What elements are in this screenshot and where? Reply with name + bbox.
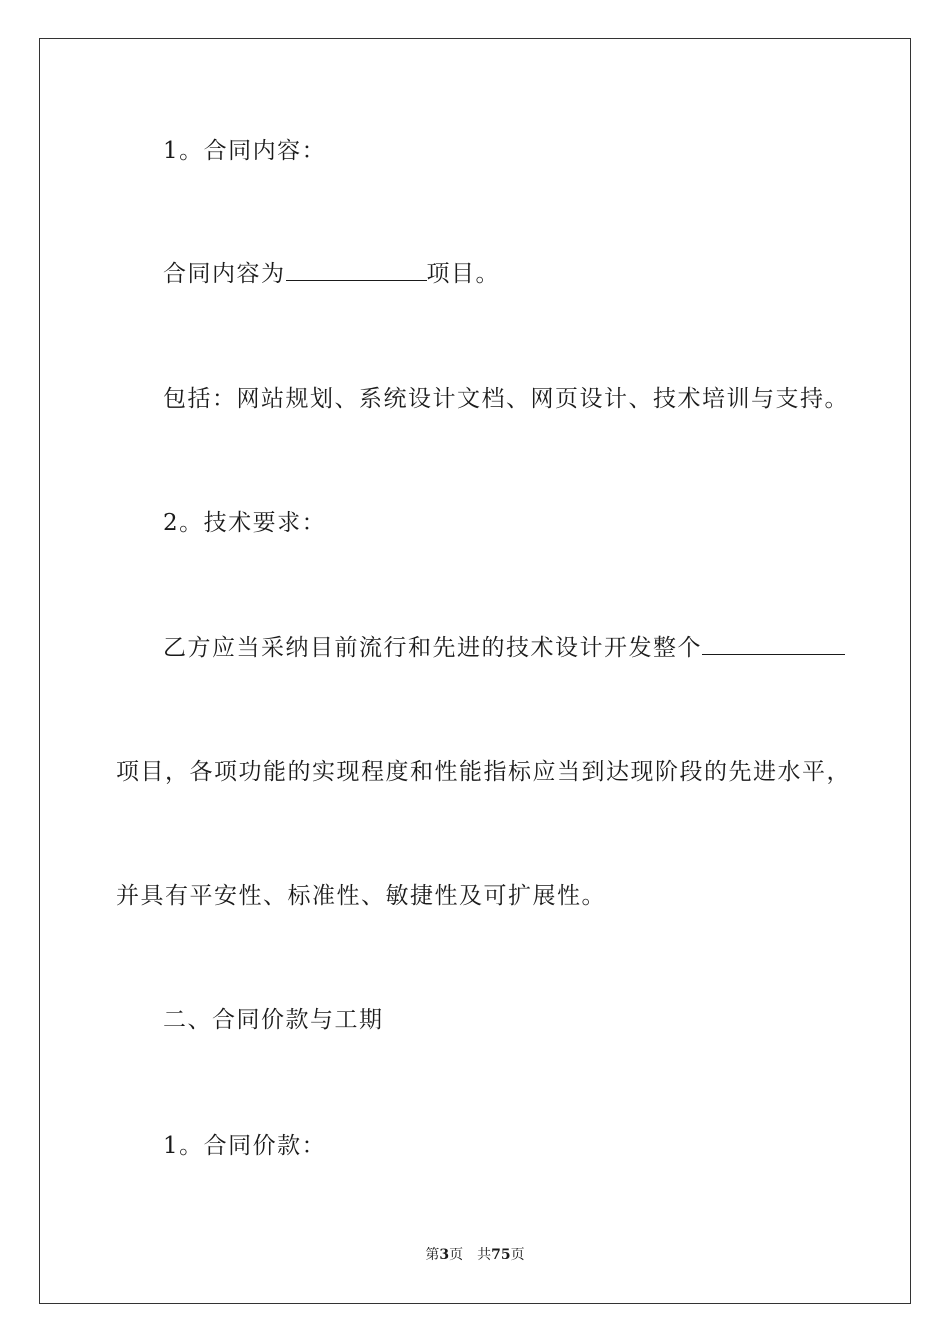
total-suffix: 页 <box>510 1247 525 1263</box>
fill-in-blank-project <box>702 632 845 655</box>
fill-in-blank-project-name <box>286 258 427 281</box>
contract-content-paragraph <box>163 258 500 289</box>
contract-content-suffix: 项目。 <box>426 261 500 287</box>
technical-requirements-line-3: 并具有平安性、标准性、敏捷性及可扩展性。 <box>116 883 606 909</box>
technical-requirements-text: 乙方应当采纳目前流行和先进的技术设计开发整个 <box>163 635 702 661</box>
technical-requirements-line-2: 项目，各项功能的实现程度和性能指标应当到达现阶段的先进水平， <box>116 759 851 785</box>
total-prefix: 共 <box>477 1247 492 1263</box>
section-heading-price-and-schedule: 二、合同价款与工期 <box>163 1007 384 1033</box>
page-suffix: 页 <box>449 1247 464 1263</box>
section-heading-contract-price: 1。合同价款： <box>163 1133 327 1159</box>
technical-requirements-line-1 <box>163 632 845 663</box>
section-heading-contract-content: 1。合同内容： <box>163 138 327 164</box>
total-pages-number: 75 <box>491 1247 511 1263</box>
page-border <box>39 38 911 1304</box>
contract-content-prefix: 合同内容为 <box>163 261 286 287</box>
scope-includes-paragraph: 包括：网站规划、系统设计文档、网页设计、技术培训与支持。 <box>163 386 849 412</box>
current-page-number: 3 <box>439 1247 450 1263</box>
section-heading-technical-requirements: 2。技术要求： <box>163 510 327 536</box>
page-footer <box>0 1246 950 1264</box>
page-prefix: 第 <box>425 1247 440 1263</box>
